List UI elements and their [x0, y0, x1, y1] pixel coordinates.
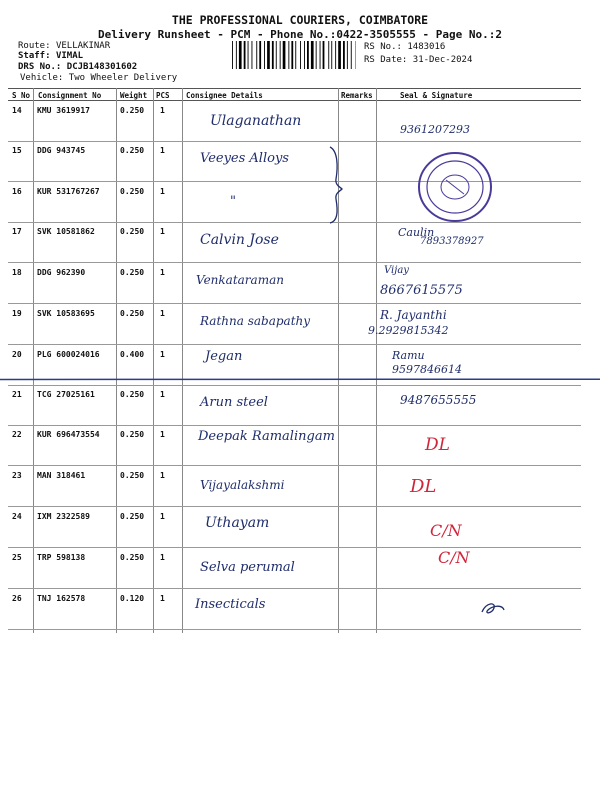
row-sno: 15: [12, 146, 22, 155]
barcode-bar: [288, 41, 289, 69]
row-seal-signature: Ramu: [392, 349, 425, 362]
staff-value: VIMAL: [55, 51, 84, 61]
row-consignment-no: SVK 10583695: [37, 309, 95, 318]
row-consignee-handwritten: Ulaganathan: [210, 113, 302, 129]
row-seal-phone: 9.2929815342: [368, 324, 449, 337]
table-row: [8, 304, 581, 344]
rs-date-line: [364, 55, 472, 65]
barcode-bar: [232, 41, 233, 69]
row-pcs: 1: [160, 187, 165, 196]
barcode-bar: [239, 41, 242, 69]
row-consignee-handwritten: Deepak Ramalingam: [198, 429, 335, 444]
row-weight: 0.250: [120, 430, 145, 439]
row-sno: 21: [12, 390, 22, 399]
col-header-seal: Seal & Signature: [400, 91, 473, 100]
row-consignment-no: KUR 696473554: [37, 430, 100, 439]
vehicle-label: Vehicle:: [20, 73, 64, 83]
row-sno: 16: [12, 187, 22, 196]
row-seal-phone: 9597846614: [392, 363, 462, 376]
row-pcs: 1: [160, 146, 165, 155]
row-seal-phone: 7893378927: [420, 236, 484, 247]
barcode-bar: [276, 41, 277, 69]
row-weight: 0.250: [120, 268, 145, 277]
barcode-bar: [343, 41, 345, 69]
row-consignee-handwritten: Arun steel: [200, 395, 268, 410]
row-sno: 24: [12, 512, 22, 521]
row-pcs: 1: [160, 512, 165, 521]
row-consignee-handwritten: Vijayalakshmi: [200, 478, 285, 492]
staff-line: [18, 51, 83, 61]
row-weight: 0.250: [120, 471, 145, 480]
row-consignee-handwritten: ": [230, 194, 236, 209]
barcode-bar: [323, 41, 325, 69]
row-consignment-no: MAN 318461: [37, 471, 86, 480]
row-pcs: 1: [160, 594, 165, 603]
rs-date-label: RS Date:: [364, 55, 408, 65]
col-header-remarks: Remarks: [341, 91, 373, 100]
barcode-bar: [335, 41, 336, 69]
barcode-bar: [259, 41, 261, 69]
col-header-consignment: Consignment No: [38, 91, 102, 100]
staff-label: Staff:: [18, 51, 51, 61]
company-stamp: [416, 150, 494, 224]
table-row: [8, 222, 581, 262]
row-weight: 0.250: [120, 146, 145, 155]
vehicle-value: Two Wheeler Delivery: [68, 73, 178, 83]
row-pcs: 1: [160, 430, 165, 439]
handwritten-brace: [326, 145, 344, 225]
row-consignee-handwritten: Veeyes Alloys: [200, 151, 289, 166]
row-consignee-handwritten: Jegan: [205, 349, 243, 364]
barcode-bar: [264, 41, 265, 69]
table-row: [8, 507, 581, 547]
table-row: [8, 263, 581, 303]
row-consignment-no: IXM 2322589: [37, 512, 90, 521]
row-26-signature-scribble: [478, 598, 508, 618]
table-row: [8, 141, 581, 181]
row-consignment-no: TNJ 162578: [37, 594, 86, 603]
rs-date-value: 31-Dec-2024: [412, 55, 473, 65]
row-weight: 0.120: [120, 594, 145, 603]
barcode-bar: [307, 41, 309, 69]
row-pcs: 1: [160, 390, 165, 399]
row-pcs: 1: [160, 553, 165, 562]
rs-no-value: 1483016: [407, 42, 446, 52]
row-weight: 0.250: [120, 553, 145, 562]
row-weight: 0.250: [120, 390, 145, 399]
row-pcs: 1: [160, 309, 165, 318]
barcode-bar: [248, 41, 249, 69]
row-seal-signature: 9487655555: [400, 393, 477, 407]
rs-no-line: [364, 42, 445, 52]
barcode-bar: [316, 41, 317, 69]
col-header-weight: Weight: [120, 91, 148, 100]
rs-no-label: RS No.:: [364, 42, 402, 52]
table-row: [8, 182, 581, 222]
row-weight: 0.250: [120, 227, 145, 236]
row-border: [8, 629, 581, 630]
row-sno: 22: [12, 430, 22, 439]
row-consignee-handwritten: Venkataraman: [196, 273, 284, 287]
barcode-bar: [256, 41, 257, 69]
row-weight: 0.250: [120, 106, 145, 115]
row-seal-signature: 9361207293: [400, 123, 470, 136]
row-sno: 19: [12, 309, 22, 318]
table-row: [8, 425, 581, 465]
barcode-bar: [304, 41, 305, 69]
barcode: [232, 41, 356, 69]
row-pcs: 1: [160, 350, 165, 359]
barcode-bar: [244, 41, 246, 69]
row-seal-signature: Vijay: [384, 265, 409, 276]
barcode-bar: [267, 41, 270, 69]
barcode-bar: [283, 41, 286, 69]
page-title: THE PROFESSIONAL COURIERS, COIMBATORE: [171, 13, 429, 27]
row-consignee-handwritten: Calvin Jose: [200, 232, 279, 248]
vehicle-line: [20, 73, 177, 83]
row-sno: 14: [12, 106, 22, 115]
row-pcs: 1: [160, 268, 165, 277]
row-pcs: 1: [160, 106, 165, 115]
barcode-bar: [300, 41, 301, 69]
row-seal-signature: C/N: [438, 548, 470, 567]
row-consignee-handwritten: Uthayam: [205, 515, 270, 531]
barcode-bar: [236, 41, 237, 69]
row-consignment-no: TRP 598138: [37, 553, 86, 562]
row-consignee-handwritten: Selva perumal: [200, 560, 295, 575]
drs-line: [18, 62, 137, 72]
page-subtitle: Delivery Runsheet - PCM - Phone No.:0422-3505555 - Page No.:2: [98, 28, 502, 41]
barcode-bar: [338, 41, 341, 69]
row-seal-phone: 8667615575: [380, 283, 463, 298]
row-weight: 0.250: [120, 309, 145, 318]
barcode-bar: [295, 41, 296, 69]
scan-streak: [0, 378, 600, 381]
row-weight: 0.250: [120, 512, 145, 521]
barcode-bar: [328, 41, 329, 69]
row-consignment-no: TCG 27025161: [37, 390, 95, 399]
drs-value: DCJB148301602: [66, 62, 138, 72]
table-row: [8, 385, 581, 425]
barcode-bar: [311, 41, 314, 69]
row-sno: 26: [12, 594, 22, 603]
row-consignee-handwritten: Rathna sabapathy: [200, 314, 311, 328]
row-pcs: 1: [160, 227, 165, 236]
route-value: VELLAKINAR: [55, 41, 111, 51]
barcode-bar: [272, 41, 274, 69]
col-header-sno: S No: [12, 91, 31, 100]
row-seal-signature: R. Jayanthi: [380, 308, 447, 322]
row-seal-signature: DL: [425, 435, 450, 455]
route-label: Route:: [18, 41, 51, 51]
row-seal-signature: Caulin: [398, 226, 435, 239]
barcode-bar: [331, 41, 332, 69]
row-sno: 18: [12, 268, 22, 277]
row-consignment-no: SVK 10581862: [37, 227, 95, 236]
row-pcs: 1: [160, 471, 165, 480]
row-sno: 23: [12, 471, 22, 480]
row-sno: 20: [12, 350, 22, 359]
table-top-border: [8, 88, 581, 89]
row-sno: 25: [12, 553, 22, 562]
drs-label: DRS No.:: [18, 62, 62, 72]
row-seal-signature: C/N: [430, 521, 462, 540]
row-consignee-handwritten: Insecticals: [195, 597, 266, 612]
row-sno: 17: [12, 227, 22, 236]
row-consignment-no: DDG 943745: [37, 146, 86, 155]
row-consignment-no: KMU 3619917: [37, 106, 90, 115]
barcode-bar: [252, 41, 253, 69]
barcode-bar: [347, 41, 348, 69]
table-row: [8, 101, 581, 141]
barcode-bar: [291, 41, 293, 69]
barcode-bar: [280, 41, 281, 69]
row-consignment-no: KUR 531767267: [37, 187, 100, 196]
row-seal-signature: DL: [410, 476, 437, 497]
row-consignment-no: DDG 962390: [37, 268, 86, 277]
row-consignment-no: PLG 600024016: [37, 350, 100, 359]
col-header-pcs: PCS: [156, 91, 170, 100]
row-weight: 0.250: [120, 187, 145, 196]
barcode-bar: [351, 41, 352, 69]
table-row: [8, 466, 581, 506]
row-weight: 0.400: [120, 350, 145, 359]
route-line: [18, 41, 110, 51]
barcode-bar: [320, 41, 321, 69]
table-row: [8, 548, 581, 588]
col-header-consignee: Consignee Details: [186, 91, 263, 100]
